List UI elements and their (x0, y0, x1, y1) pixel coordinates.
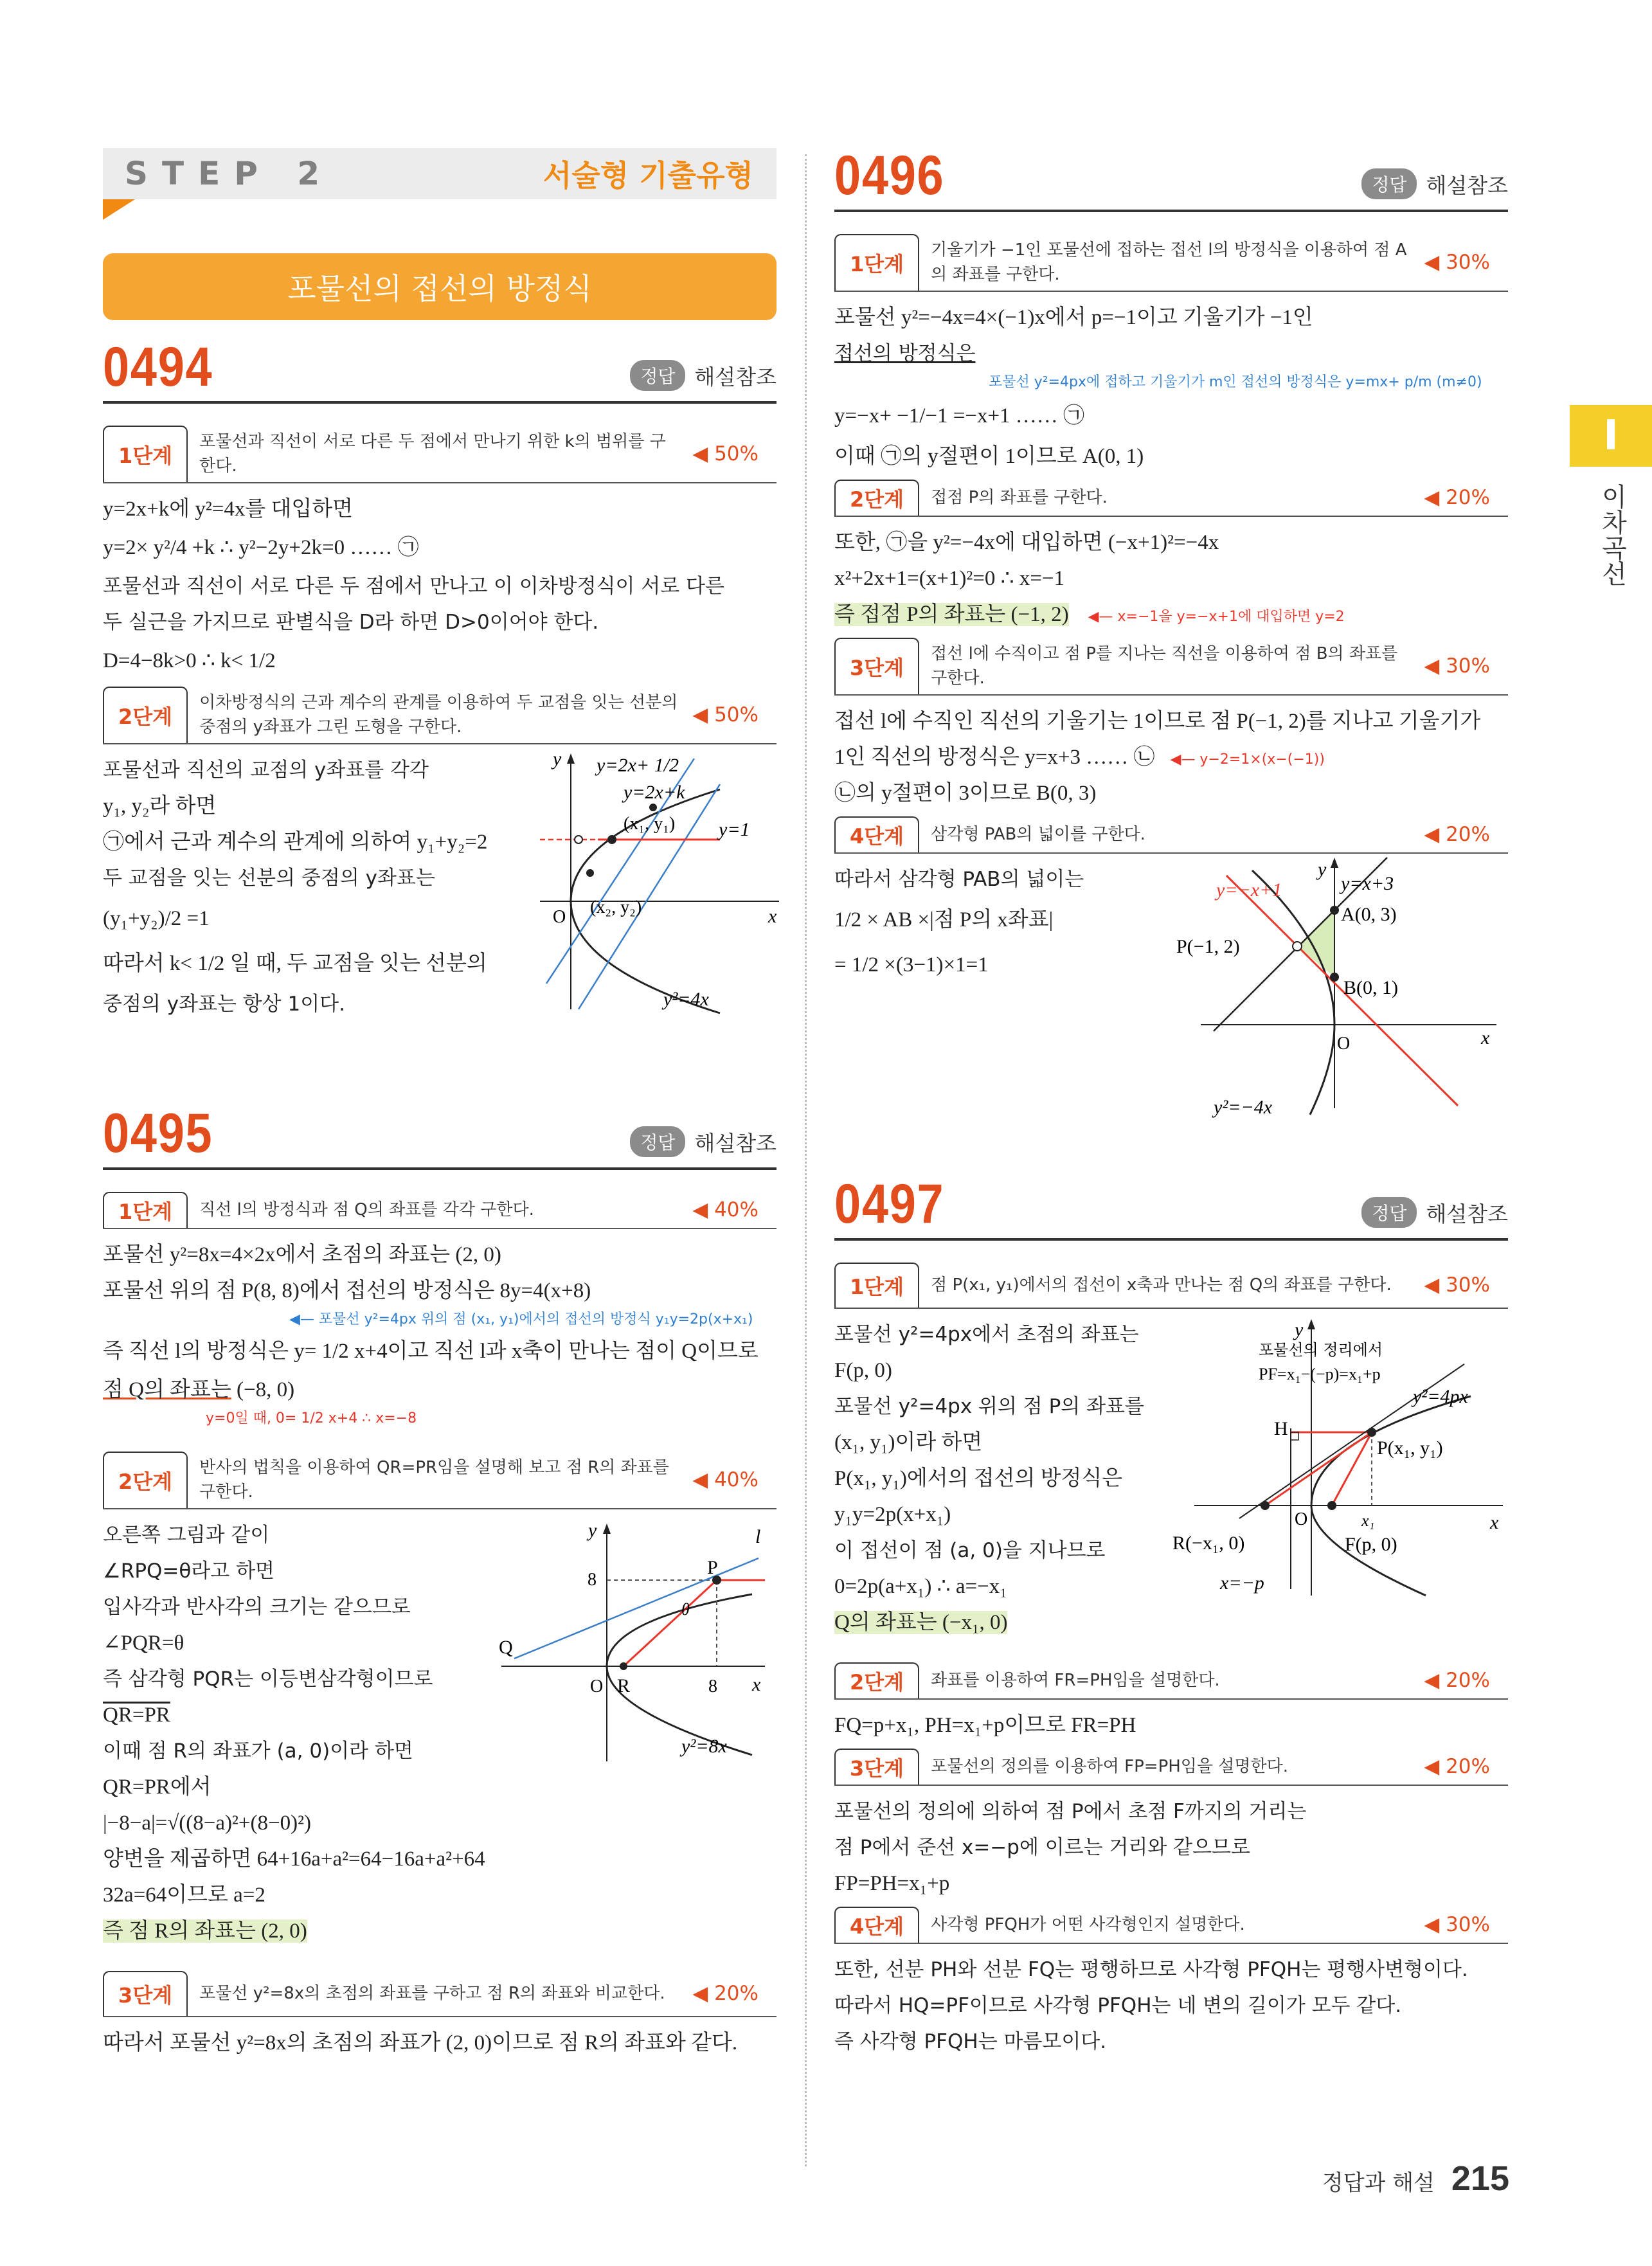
fig-x1: x₁ (1361, 1511, 1375, 1530)
solution-line: 접선 l에 수직인 직선의 기울기는 1이므로 점 P(−1, 2)를 지나고 기울기가 (834, 710, 1481, 733)
answer-ref-text: 해설참조 (1426, 172, 1508, 198)
stage-3 (103, 1971, 777, 2017)
chapter-tab[interactable]: I (1570, 405, 1652, 467)
problem-0497-header (834, 1173, 1508, 1241)
fig-parabola: y²=8x (681, 1736, 727, 1757)
problem-0495-header (103, 1102, 777, 1170)
answer-ref-text: 해설참조 (1426, 1201, 1508, 1227)
solution-line: 포물선과 직선의 교점의 y좌표를 각각 (103, 759, 429, 782)
solution-block (834, 1317, 1508, 1641)
solution-line: FQ=p+x₁, PH=x₁+p이므로 FR=PH (834, 1714, 1136, 1737)
stage-3 (834, 1749, 1508, 1786)
solution-line: 이때 점 R의 좌표가 (a, 0)이라 하면 (103, 1740, 413, 1763)
stage-label: 1단계 (103, 426, 188, 482)
stage-label: 1단계 (834, 1263, 919, 1308)
stage-3 (834, 638, 1508, 696)
answer-ref (630, 360, 777, 391)
stage-label: 2단계 (834, 480, 919, 516)
solution-line: D=4−8k>0 ∴ k< 1/2 (103, 649, 276, 672)
solution-line: 즉 직선 l의 방정식은 y= 1/2 x+4이고 직선 l과 x축이 만나는 점이 Q이므로 (103, 1340, 759, 1363)
solution-line: 두 교점을 잇는 선분의 중점의 y좌표는 (103, 867, 435, 890)
stage-label: 3단계 (834, 1749, 919, 1785)
stage-2 (103, 1452, 777, 1509)
solution-line: (y₁+y₂)/2 =1 (103, 907, 210, 930)
stage-percent: ◀ 40% (692, 1468, 759, 1491)
solution-line: F(p, 0) (834, 1359, 892, 1382)
stage-label: 3단계 (103, 1971, 188, 2016)
solution-line: 또한, ㉠을 y²=−4x에 대입하면 (−x+1)²=−4x (834, 531, 1219, 554)
solution-line: P(x₁, y₁)에서의 접선의 방정식은 (834, 1467, 1123, 1490)
stage-percent: ◀ 30% (1424, 1273, 1490, 1297)
solution-line: 점 P에서 준선 x=−p에 이르는 거리와 같으므로 (834, 1836, 1250, 1859)
solution-text: 1인 직선의 방정식은 y=x+3 …… ㉡ (834, 746, 1155, 769)
solution-line: 따라서 포물선 y²=8x의 초점의 좌표가 (2, 0)이므로 점 R의 좌표와 같다. (103, 2031, 738, 2055)
solution-line: 이때 ㉠의 y절편이 1이므로 A(0, 1) (834, 445, 1144, 468)
solution-line (834, 739, 1508, 775)
solution-line: 또한, 선분 PH와 선분 FQ는 평행하므로 사각형 PFQH는 평행사변형이다. (834, 1958, 1468, 1981)
stage-label: 3단계 (834, 638, 919, 694)
stage-label: 2단계 (103, 687, 188, 743)
fig-tick-8: 8 (708, 1677, 717, 1696)
problem-0496-header (834, 145, 1508, 212)
stage-percent: ◀ 20% (1424, 1755, 1490, 1778)
problem-0494-header (103, 336, 777, 404)
solution-line: (x₁, y₁)이라 하면 (834, 1431, 983, 1454)
solution-line: 1/2 × AB ×|점 P의 x좌표| (834, 908, 1054, 931)
solution-line: ㉡의 y절편이 3이므로 B(0, 3) (834, 782, 1097, 805)
fig-y-label: y (553, 748, 562, 769)
left-column (103, 148, 777, 2061)
stage-label: 2단계 (103, 1452, 188, 1508)
fig-point-r: R(−x₁, 0) (1172, 1533, 1245, 1554)
solution-line: 즉 삼각형 PQR는 이등변삼각형이므로 (103, 1668, 433, 1691)
figure-0496 (1175, 851, 1509, 1121)
stage-1 (103, 426, 777, 483)
point-q-value: (−8, 0) (231, 1378, 295, 1401)
stage-desc: 삼각형 PAB의 넓이를 구한다. (931, 825, 1145, 844)
solution-line: 포물선 y²=4px에서 초점의 좌표는 (834, 1323, 1139, 1346)
solution-line: ∠PQR=θ (103, 1632, 184, 1655)
fig-y-label: y (1318, 859, 1327, 880)
solution-line: y=−x+ −1/−1 =−x+1 …… ㉠ (834, 404, 1085, 427)
figure-0495 (489, 1517, 771, 1774)
fig-parabola: y²=−4x (1214, 1097, 1273, 1118)
solution-line: 포물선 y²=4px 위의 점 P의 좌표를 (834, 1395, 1144, 1418)
solution-line: 포물선 y²=−4x=4×(−1)x에서 p=−1이고 기울기가 −1인 (834, 306, 1313, 329)
stage-label: 4단계 (834, 816, 919, 852)
solution-line: = 1/2 ×(3−1)×1=1 (834, 953, 989, 976)
figure-0497 (1169, 1313, 1509, 1602)
fig-point1: (x₁, y₁) (624, 814, 676, 834)
solution-line: 0=2p(a+x₁) ∴ a=−x₁ (834, 1575, 1007, 1598)
tip-note: y=0일 때, 0= 1/2 x+4 ∴ x=−8 (206, 1410, 417, 1426)
solution-line: ㉠에서 근과 계수의 관계에 의하여 y₁+y₂=2 (103, 831, 488, 854)
solution-line (834, 1605, 1508, 1641)
stage-desc: 접선 l에 수직이고 점 P를 지나는 직선을 이용하여 점 B의 좌표를 구한다. (931, 644, 1398, 688)
stage-2 (834, 1662, 1508, 1700)
solution-line (103, 1913, 777, 1949)
stage-label: 4단계 (834, 1907, 919, 1943)
highlight: 즉 접점 P의 좌표는 (−1, 2) (834, 603, 1069, 626)
problem-number: 0496 (834, 145, 945, 206)
stage-1 (834, 234, 1508, 292)
stage-percent: ◀ 50% (692, 442, 759, 465)
fig-parabola: y²=4x (663, 989, 709, 1010)
solution-line: y=2x+k에 y²=4x를 대입하면 (103, 498, 353, 521)
stage-desc: 포물선의 정의를 이용하여 FP=PH임을 설명한다. (931, 1757, 1289, 1776)
fig-point-r: R (617, 1675, 631, 1696)
solution-line: 중점의 y좌표는 항상 1이다. (103, 993, 345, 1016)
chapter-title: 이차곡선 (1597, 483, 1627, 586)
solution-line: 따라서 k< 1/2 일 때, 두 교점을 잇는 선분의 (103, 952, 487, 975)
answer-ref (1361, 168, 1508, 199)
answer-badge: 정답 (630, 1126, 685, 1157)
answer-badge: 정답 (630, 360, 685, 391)
solution-line: ∠RPQ=θ라고 하면 (103, 1560, 275, 1583)
solution-line (103, 1372, 777, 1408)
stage-label: 1단계 (834, 234, 919, 291)
solution-line: 포물선 y²=8x=4×2x에서 초점의 좌표는 (2, 0) (103, 1243, 501, 1266)
step-header (103, 148, 777, 199)
stage-percent: ◀ 50% (692, 703, 759, 726)
answer-ref (1361, 1197, 1508, 1228)
stage-desc: 기울기가 −1인 포물선에 접하는 접선 l의 방정식을 이용하여 점 A의 좌표를 구한다. (931, 240, 1407, 284)
solution-line: 따라서 삼각형 PAB의 넓이는 (834, 868, 1084, 891)
stage-percent: ◀ 30% (1424, 1913, 1490, 1936)
stage-desc: 접점 P의 좌표를 구한다. (931, 488, 1108, 507)
solution-line: y₁, y₂라 하면 (103, 795, 217, 818)
stage-percent: ◀ 20% (692, 1982, 759, 2005)
stage-percent: ◀ 20% (1424, 486, 1490, 509)
answer-badge: 정답 (1361, 1197, 1417, 1228)
stage-label: 1단계 (103, 1192, 188, 1228)
fig-x-label: x (768, 906, 777, 927)
fig-point-h: H (1274, 1418, 1288, 1439)
fig-parabola: y²=4px (1413, 1386, 1468, 1407)
fig-point-q: Q (499, 1637, 513, 1658)
solution-line: 오른쪽 그림과 같이 (103, 1524, 270, 1547)
answer-ref (630, 1126, 777, 1157)
fig-origin: O (553, 907, 566, 927)
fig-theta: θ (681, 1600, 690, 1619)
solution-line: QR=PR (103, 1704, 170, 1727)
fig-point-p: P(x₁, y₁) (1377, 1437, 1443, 1459)
fig-x-label: x (1481, 1027, 1490, 1048)
fig-line2: y=x+3 (1341, 873, 1394, 894)
fig-point2: (x₂, y₂) (590, 897, 642, 917)
stage-label: 2단계 (834, 1662, 919, 1698)
fig-line1: y=2x+ 1/2 (597, 755, 679, 776)
fig-point-p: P (707, 1557, 718, 1578)
solution-line: 32a=64이므로 a=2 (103, 1884, 265, 1907)
stage-percent: ◀ 20% (1424, 823, 1490, 846)
footer-label: 정답과 해설 (1322, 2170, 1435, 2196)
solution-line (834, 597, 1508, 633)
fig-tick-8: 8 (588, 1570, 597, 1590)
solution-line: 입사각과 반사각의 크기는 같으므로 (103, 1596, 411, 1619)
solution-line: |−8−a|=√((8−a)²+(8−0)²) (103, 1812, 312, 1835)
column-divider (805, 154, 807, 2166)
stage-desc: 이차방정식의 근과 계수의 관계를 이용하여 두 교점을 잇는 선분의 중점의 y좌표가 그린 도형을 구한다. (199, 693, 678, 737)
problem-number: 0497 (834, 1173, 945, 1235)
right-column (834, 145, 1508, 2060)
stage-desc: 포물선과 직선이 서로 다른 두 점에서 만나기 위한 k의 범위를 구한다. (199, 432, 666, 476)
stage-4 (834, 1907, 1508, 1944)
fig-line2: y=2x+k (624, 782, 685, 803)
stage-4 (834, 816, 1508, 854)
solution-line: 따라서 HQ=PF이므로 사각형 PFQH는 네 변의 길이가 모두 같다. (834, 1994, 1402, 2017)
tip-note: ◀— x=−1을 y=−x+1에 대입하면 y=2 (1088, 609, 1345, 625)
solution-line: FP=PH=x₁+p (834, 1872, 950, 1895)
fig-origin: O (1337, 1034, 1351, 1054)
solution-line: 포물선 위의 점 P(8, 8)에서 접선의 방정식은 8y=4(x+8) (103, 1279, 591, 1302)
solution-line: 포물선의 정의에 의하여 점 P에서 초점 F까지의 거리는 (834, 1800, 1307, 1823)
figure-0494 (527, 746, 784, 1016)
stage-percent: ◀ 30% (1424, 654, 1490, 678)
underlined-text: 접선의 방정식은 (834, 342, 976, 365)
stage-percent: ◀ 30% (1424, 251, 1490, 274)
fig-note: 포물선의 정리에서 (1259, 1341, 1383, 1359)
solution-line: 두 실근을 가지므로 판별식을 D라 하면 D>0이어야 한다. (103, 611, 599, 634)
highlight: Q의 좌표는 (−x₁, 0) (834, 1611, 1008, 1634)
section-title: 서술형 기출유형 (543, 158, 753, 193)
fig-origin: O (590, 1677, 604, 1696)
fig-y-label: y (1295, 1319, 1304, 1340)
solution-line (834, 336, 1508, 372)
solution-block (834, 861, 1508, 1131)
highlight: 즉 점 R의 좌표는 (2, 0) (103, 1920, 307, 1943)
page-footer (1322, 2159, 1509, 2199)
point-q-label: 점 Q의 좌표는 (103, 1378, 231, 1401)
stage-1 (834, 1263, 1508, 1309)
stage-2 (834, 480, 1508, 517)
stage-desc: 좌표를 이용하여 FR=PH임을 설명한다. (931, 1671, 1220, 1690)
fig-note-formula: PF=x₁−(−p)=x₁+p (1259, 1365, 1381, 1383)
problem-number: 0494 (103, 336, 213, 398)
solution-line: 포물선과 직선이 서로 다른 두 점에서 만나고 이 이차방정식이 서로 다른 (103, 575, 724, 598)
stage-2 (103, 687, 777, 744)
fig-y-label: y (588, 1520, 597, 1541)
stage-percent: ◀ 20% (1424, 1669, 1490, 1692)
solution-block (103, 748, 777, 1048)
answer-ref-text: 해설참조 (694, 364, 777, 390)
fig-line1: y=−x+1 (1216, 879, 1282, 901)
fig-x-label: x (1490, 1512, 1499, 1533)
fig-line-l: l (755, 1526, 761, 1547)
stage-desc: 포물선 y²=8x의 초점의 좌표를 구하고 점 R의 좌표와 비교한다. (199, 1984, 665, 2003)
stage-percent: ◀ 40% (692, 1198, 759, 1221)
fig-point-b: B(0, 1) (1343, 977, 1398, 998)
solution-line: 즉 사각형 PFQH는 마름모이다. (834, 2030, 1107, 2053)
fig-directrix: x=−p (1220, 1572, 1264, 1594)
stage-desc: 사각형 PFQH가 어떤 사각형인지 설명한다. (931, 1915, 1245, 1934)
tip-note: ◀— 포물선 y²=4px 위의 점 (x₁, y₁)에서의 접선의 방정식 y₁y=2p(x+x₁) (289, 1311, 753, 1327)
stage-1 (103, 1192, 777, 1229)
answer-ref-text: 해설참조 (694, 1130, 777, 1156)
fig-point-p: P(−1, 2) (1176, 936, 1240, 957)
solution-line: y=2× y²/4 +k ∴ y²−2y+2k=0 …… ㉠ (103, 536, 419, 559)
page-number: 215 (1451, 2159, 1509, 2198)
answer-badge: 정답 (1361, 168, 1417, 199)
fig-x-label: x (752, 1674, 761, 1695)
solution-line: 이 접선이 점 (a, 0)을 지나므로 (834, 1539, 1106, 1562)
problem-number: 0495 (103, 1102, 213, 1164)
fig-point-f: F(p, 0) (1345, 1534, 1397, 1555)
topic-banner: 포물선의 접선의 방정식 (103, 253, 777, 320)
solution-line: QR=PR에서 (103, 1776, 211, 1799)
solution-line: y₁y=2p(x+x₁) (834, 1503, 951, 1526)
step-label: STEP 2 (125, 155, 334, 192)
solution-line: x²+2x+1=(x+1)²=0 ∴ x=−1 (834, 567, 1065, 590)
header-triangle (103, 199, 135, 220)
solution-line: 양변을 제곱하면 64+16a+a²=64−16a+a²+64 (103, 1848, 485, 1871)
tip-note: ◀— y−2=1×(x−(−1)) (1170, 751, 1325, 768)
stage-desc: 반사의 법칙을 이용하여 QR=PR임을 설명해 보고 점 R의 좌표를 구한다. (199, 1458, 669, 1502)
stage-desc: 직선 l의 방정식과 점 Q의 좌표를 각각 구한다. (199, 1200, 534, 1219)
tip-note: 포물선 y²=4px에 접하고 기울기가 m인 접선의 방정식은 y=mx+ p/m (m≠0) (989, 374, 1482, 390)
fig-origin: O (1295, 1509, 1308, 1529)
fig-midline: y=1 (719, 819, 750, 840)
solution-block (103, 1517, 777, 1949)
stage-desc: 점 P(x₁, y₁)에서의 접선이 x축과 만나는 점 Q의 좌표를 구한다. (931, 1275, 1392, 1295)
fig-point-a: A(0, 3) (1341, 904, 1397, 925)
